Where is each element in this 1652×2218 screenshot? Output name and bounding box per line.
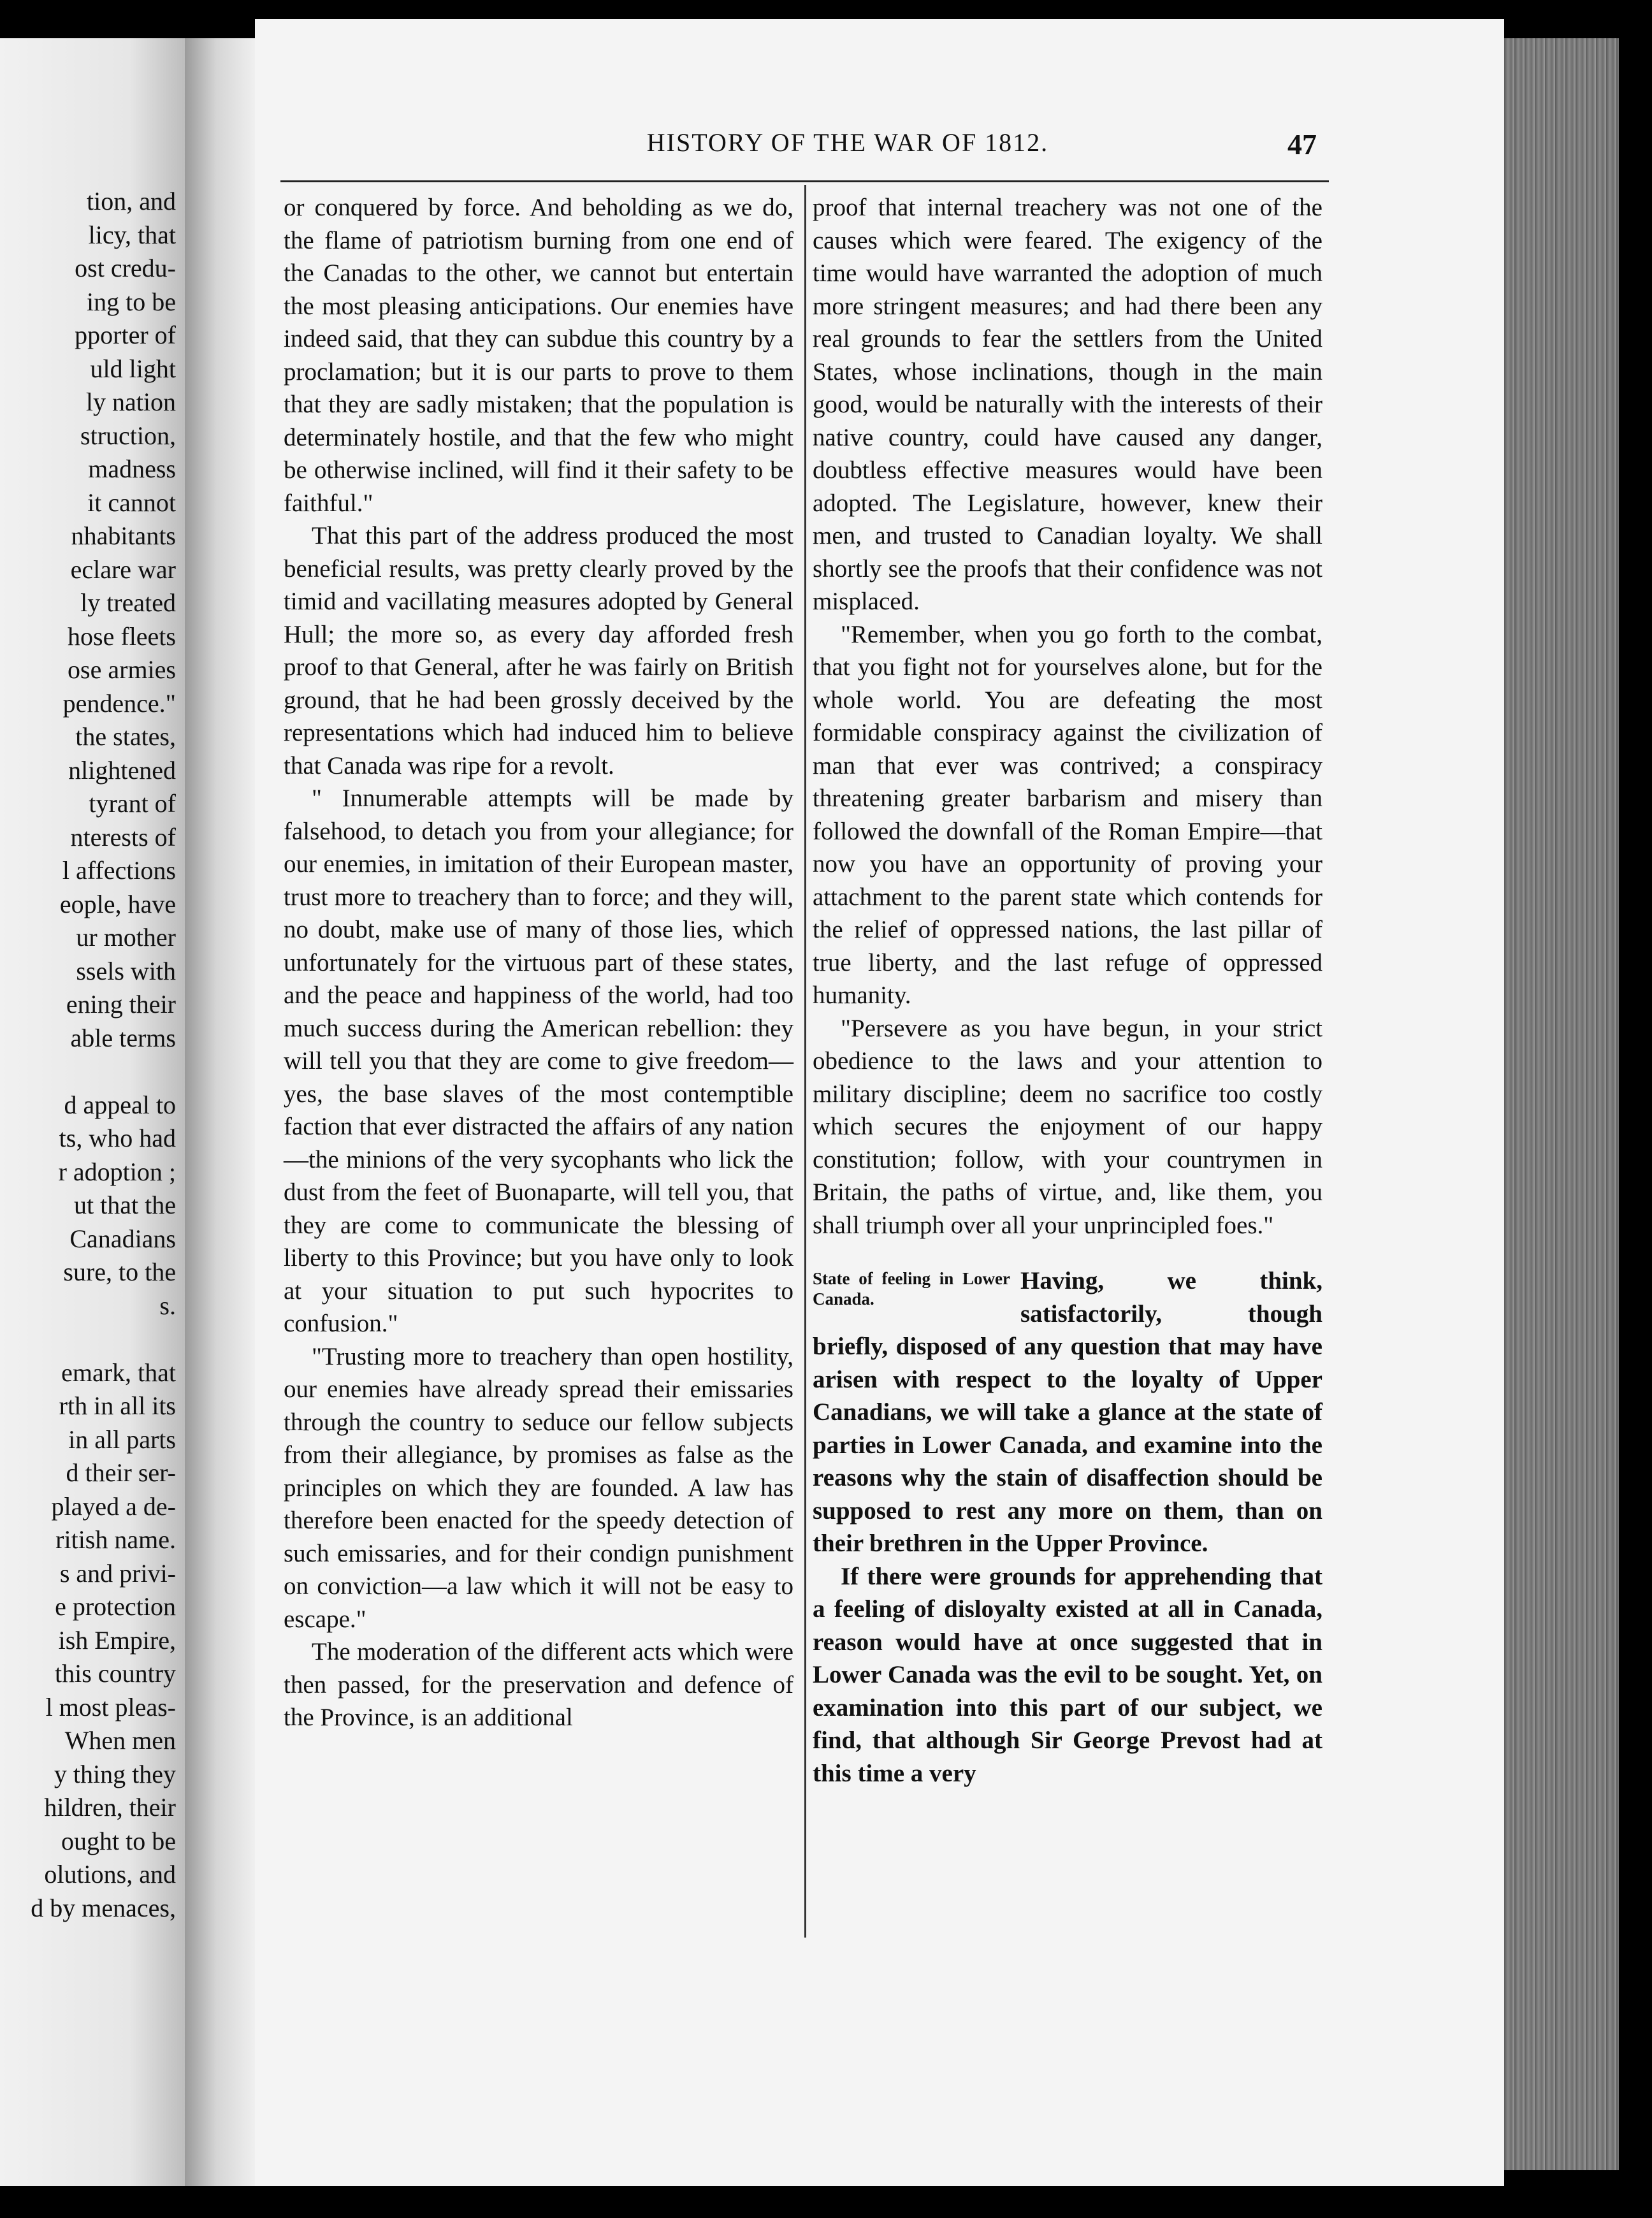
column-divider [804, 185, 806, 1938]
sidenote-block [813, 1265, 1322, 1560]
left-page-line: tyrant of [89, 789, 176, 818]
left-page-line: played a de- [51, 1491, 176, 1521]
left-page-line: e protection [55, 1592, 176, 1621]
left-page-line: ur mother [76, 923, 176, 952]
left-page-line: eople, have [59, 889, 176, 918]
left-page-line: ts, who had [59, 1124, 176, 1152]
left-page-line: tion, and [87, 187, 176, 215]
paragraph: Having, we think, satisfactorily, though briefly, disposed of any question that may have arisen with respect to the loyalty of Upper Canadians, we will take a glance at the state of parties in Lower Canada, and examine into the reasons why the stain of disaffection should be supposed to rest any more on them, than on their brethren in the Upper Province. [813, 1267, 1322, 1557]
left-page-line: uld light [90, 354, 176, 383]
left-page-line: in all parts [68, 1424, 176, 1454]
paragraph: "Persevere as you have begun, in your strict obedience to the laws and your attention to military discipline; deem no sacrifice too costly which secures the enjoyment of our happy constitution; follow, with your countrymen in Britain, the paths of virtue, and, like them, you shall triumph over all your unprincipled foes." [813, 1014, 1322, 1239]
left-page-line: d by menaces, [31, 1893, 176, 1922]
left-page-line: s. [159, 1291, 176, 1320]
paragraph: If there were grounds for apprehending that a feeling of disloyalty existed at all in Canada, reason would have at once suggested that in Lower Canada was the evil to be sought. Yet, on examination into this part of our subject, we find, that although Sir George Prevost had at this time a very [813, 1562, 1322, 1787]
book-gutter [185, 38, 255, 2186]
left-page-line: hildren, their [44, 1793, 176, 1822]
left-page-line: When men [64, 1726, 176, 1755]
left-page-line: ritish name. [55, 1525, 176, 1554]
paragraph: or conquered by force. And beholding as we do, the flame of patriotism burning from one end of the Canadas to the other, we cannot but entertain the most pleasing anticipations. Our enemies have indeed said, that they can subdue this country by a proclamation; but it is our parts to prove to them that they are sadly mistaken; that the population is determinately hostile, and that the few who might be otherwise inclined, will find it their safety to be faithful." [284, 194, 793, 517]
left-page-line: this country [55, 1659, 176, 1688]
left-page-line: nlightened [68, 755, 176, 785]
left-page-line: ose armies [68, 655, 176, 684]
left-page-line: d their ser- [66, 1458, 176, 1487]
left-page-line: eclare war [70, 554, 176, 584]
left-page-line: hose fleets [68, 621, 176, 651]
paragraph: The moderation of the different acts which were then passed, for the preservation and defence of the Province, is an additional [284, 1638, 793, 1731]
paragraph: proof that internal treachery was not one of the causes which were feared. The exigency of the time would have warranted the adoption of much more stringent measures; and had there been any real grounds to fear the settlers from the United States, whose inclinations, though in the main good, would be naturally with the interests of their native country, could have caused any danger, doubtless effective measures would have been adopted. The Legislature, however, knew their men, and trusted to Canadian loyalty. We shall shortly see the proofs that their confidence was not misplaced. [813, 194, 1322, 615]
paragraph: "Remember, when you go forth to the combat, that you fight not for yourselves alone, but for the whole world. You are defeating the most formidable conspiracy against the civilization of man that ever was contrived; a conspiracy threatening greater barbarism and misery than followed the downfall of the Roman Empire—that now you have an opportunity of proving your attachment to the parent state which contends for the relief of oppressed nations, the last pillar of true liberty, and the last refuge of oppressed humanity. [813, 620, 1322, 1009]
left-page-line: ly nation [85, 388, 176, 416]
left-page-line: able terms [70, 1023, 176, 1052]
left-page-line: l affections [62, 856, 176, 885]
left-page-line: madness [88, 454, 176, 483]
left-page-line: ut that the [74, 1191, 176, 1219]
page-number: 47 [1287, 128, 1317, 161]
left-page-line: s and privi- [59, 1558, 176, 1588]
paragraph: That this part of the address produced the most beneficial results, was pretty clearly proved by the timid and vacillating measures adopted by General Hull; the more so, as every day afforded fresh proof to that General, after he was fairly on British ground, that he had been grossly deceived by the representations which had induced him to believe that Canada was ripe for a revolt. [284, 522, 793, 779]
paragraph: "Trusting more to treachery than open hostility, our enemies have already spread their emissaries through the country to seduce our fellow subjects from their allegiance, by promises as false as the principles on which they are founded. A law has therefore been enacted for the speedy detection of such emissaries, and for their condign punishment on conviction—a law which it will not be easy to escape." [284, 1342, 793, 1633]
left-page-line: pendence." [62, 688, 176, 718]
page-edges [1504, 38, 1619, 2170]
paragraph: " Innumerable attempts will be made by falsehood, to detach you from your allegiance; for our enemies, in imitation of their European master, trust more to treachery than to force; and they will, no doubt, make use of many of those lies, which unfortunately for the virtuous part of these states, and the peace and happiness of the world, had too much success during the American rebellion: they will tell you that they are come to give freedom—yes, the base slaves of the most contemptible faction that ever distracted the affairs of any nation—the minions of the very sycophants who lick the dust from the feet of Buonaparte, will tell you, that they are come to communicate the blessing of liberty to this Province; but you have only to look at your situation to put such hypocrites to confusion." [284, 785, 793, 1337]
left-page-line: rth in all its [59, 1391, 176, 1420]
left-page-line: nhabitants [71, 521, 176, 550]
left-page-line: Canadians [69, 1224, 176, 1253]
margin-note: State of feeling in Lower Canada. [813, 1269, 1010, 1308]
left-column [284, 191, 793, 1734]
left-page-line: emark, that [61, 1358, 176, 1387]
left-page-line: r adoption ; [58, 1157, 176, 1186]
header-rule [280, 180, 1329, 182]
left-page-line: ly treated [80, 588, 176, 617]
left-page-line: licy, that [88, 220, 176, 249]
left-page-line: ssels with [76, 956, 176, 985]
left-page-line: l most pleas- [45, 1692, 176, 1721]
right-column [813, 191, 1322, 1790]
left-page-line: ening their [66, 990, 176, 1018]
left-page-line: nterests of [70, 822, 176, 852]
left-page-line: ost credu- [75, 254, 176, 282]
left-page-line: olutions, and [44, 1860, 176, 1888]
left-page-line: ought to be [61, 1826, 176, 1855]
left-page-line: d appeal to [64, 1090, 176, 1119]
running-head: HISTORY OF THE WAR OF 1812. [646, 128, 1049, 157]
left-page-line: struction, [80, 421, 176, 450]
left-page-line: ing to be [87, 287, 176, 316]
left-page-line: y thing they [54, 1759, 176, 1788]
left-page-fragment [0, 38, 185, 2186]
left-page-line: ish Empire, [58, 1625, 176, 1655]
left-page-line: it cannot [87, 488, 176, 517]
left-page-line: pporter of [75, 321, 176, 349]
left-page-line: the states, [75, 722, 176, 751]
left-page-line: sure, to the [63, 1258, 176, 1286]
